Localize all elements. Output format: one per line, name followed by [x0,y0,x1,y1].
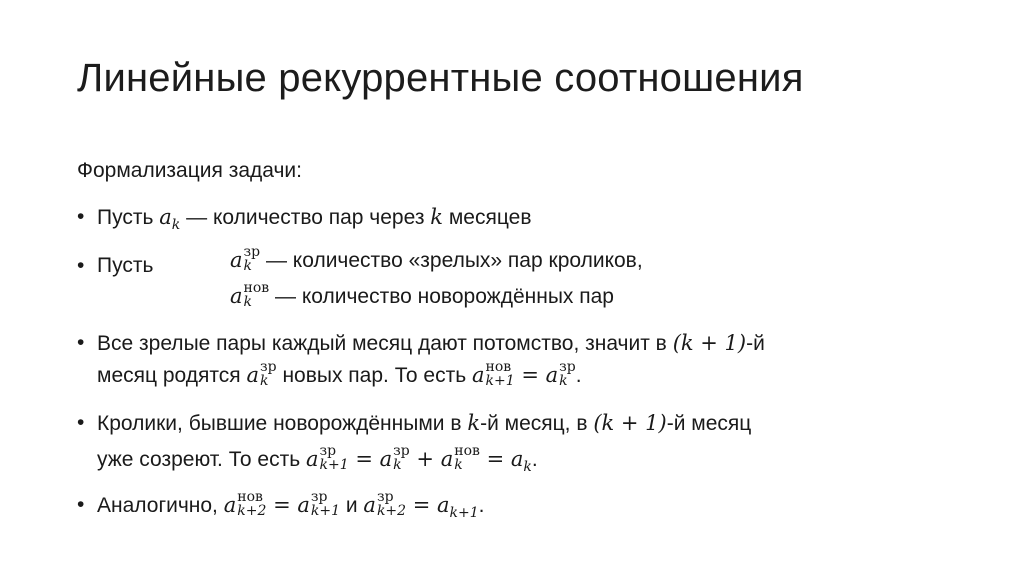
math-sub: k+1 [319,457,349,474]
math-sup: зр [319,442,337,459]
math-sub: k+1 [310,503,340,520]
text: . [478,494,485,517]
math-sup: нов [485,358,512,375]
intro-text: Формализация задачи: [77,159,302,182]
text: — количество «зрелых» пар кроликов, [260,249,643,272]
bullet-4-line-1 [97,408,751,439]
math-script [260,360,277,389]
bullet-2-line-1 [230,245,643,276]
math-sub: k+2 [376,503,407,520]
bullet-3-line-1 [97,328,765,359]
text: и [340,494,364,517]
text: — количество новорождённых пар [269,285,614,308]
math-op: = [348,447,380,471]
math-sub: k [260,373,269,390]
bullet-2-label: Пусть [97,254,154,277]
math-sub: k+1 [485,373,515,390]
math-a: a [223,493,237,517]
text: Кролики, бывшие новорождёнными в [97,412,468,435]
math-op: = [514,363,546,387]
math-script [559,360,576,389]
math-op: = [266,493,298,517]
math-a: a [437,493,450,517]
math-sub: k [243,258,253,275]
math-script [244,245,261,274]
text: Аналогично, [97,494,224,517]
math-sub: k+2 [237,503,267,520]
math-op: = [406,493,438,517]
math-sub: k [393,457,402,474]
bullet-dot: • [77,331,85,354]
text: -й месяц, в [480,412,594,435]
math-expr: (k + 1) [672,331,747,355]
math-a: a [246,363,259,387]
math-script [244,281,270,310]
math-expr: (k + 1) [593,411,667,435]
math-a: a [440,447,454,471]
math-sup: зр [376,488,394,505]
math-script [320,444,349,473]
math-op: + [409,447,441,471]
math-sup: нов [237,488,263,505]
math-sub: k+1 [449,505,479,522]
bullet-dot: • [77,411,85,434]
math-script [311,490,340,519]
math-k: k [430,205,444,229]
math-sub: k [243,294,253,311]
bullet-3-line-2 [97,360,582,391]
math-sup: зр [393,442,410,459]
bullet-2-line-2 [230,281,614,312]
text: . [531,448,538,471]
bullet-dot: • [77,493,85,516]
text: -й [746,332,765,355]
text: Пусть [97,206,160,229]
math-a: a [230,248,243,272]
math-op: = [479,447,511,471]
math-k: k [467,411,481,435]
bullet-1-text [97,202,531,235]
math-a: a [471,363,485,387]
math-script [393,444,410,473]
text: новых пар. То есть [276,364,472,387]
math-a: a [230,284,243,308]
text: -й месяц [666,412,752,435]
text: уже созреют. То есть [97,448,306,471]
bullet-dot: • [77,205,85,228]
math-script [486,360,515,389]
math-sup: зр [310,488,328,505]
bullet-dot: • [77,254,85,277]
math-script [237,490,266,519]
text: . [575,364,582,387]
math-a: a [297,493,310,517]
math-script [454,444,480,473]
text: — количество пар через [180,206,431,229]
math-a: a [510,447,524,471]
bullet-4-line-2 [97,444,538,477]
math-sup: зр [243,243,261,260]
math-sup: зр [559,358,576,375]
text: Все зрелые пары каждый месяц дают потомство, значит в [97,332,673,355]
slide-title: Линейные рекуррентные соотношения [77,56,804,100]
text: месяцев [443,206,532,229]
math-a: a [379,447,393,471]
math-a: a [306,447,319,471]
math-a: a [159,205,172,229]
math-sup: нов [454,442,480,459]
math-sub: k [523,459,532,476]
math-sub: k [454,457,463,474]
math-sub: k [559,373,568,390]
math-script [377,490,406,519]
math-sub: k [171,217,181,234]
bullet-5-line [97,490,485,523]
text: месяц родятся [97,364,247,387]
math-a: a [545,363,559,387]
math-a: a [363,493,376,517]
math-sup: зр [260,358,277,375]
math-sup: нов [243,279,270,296]
